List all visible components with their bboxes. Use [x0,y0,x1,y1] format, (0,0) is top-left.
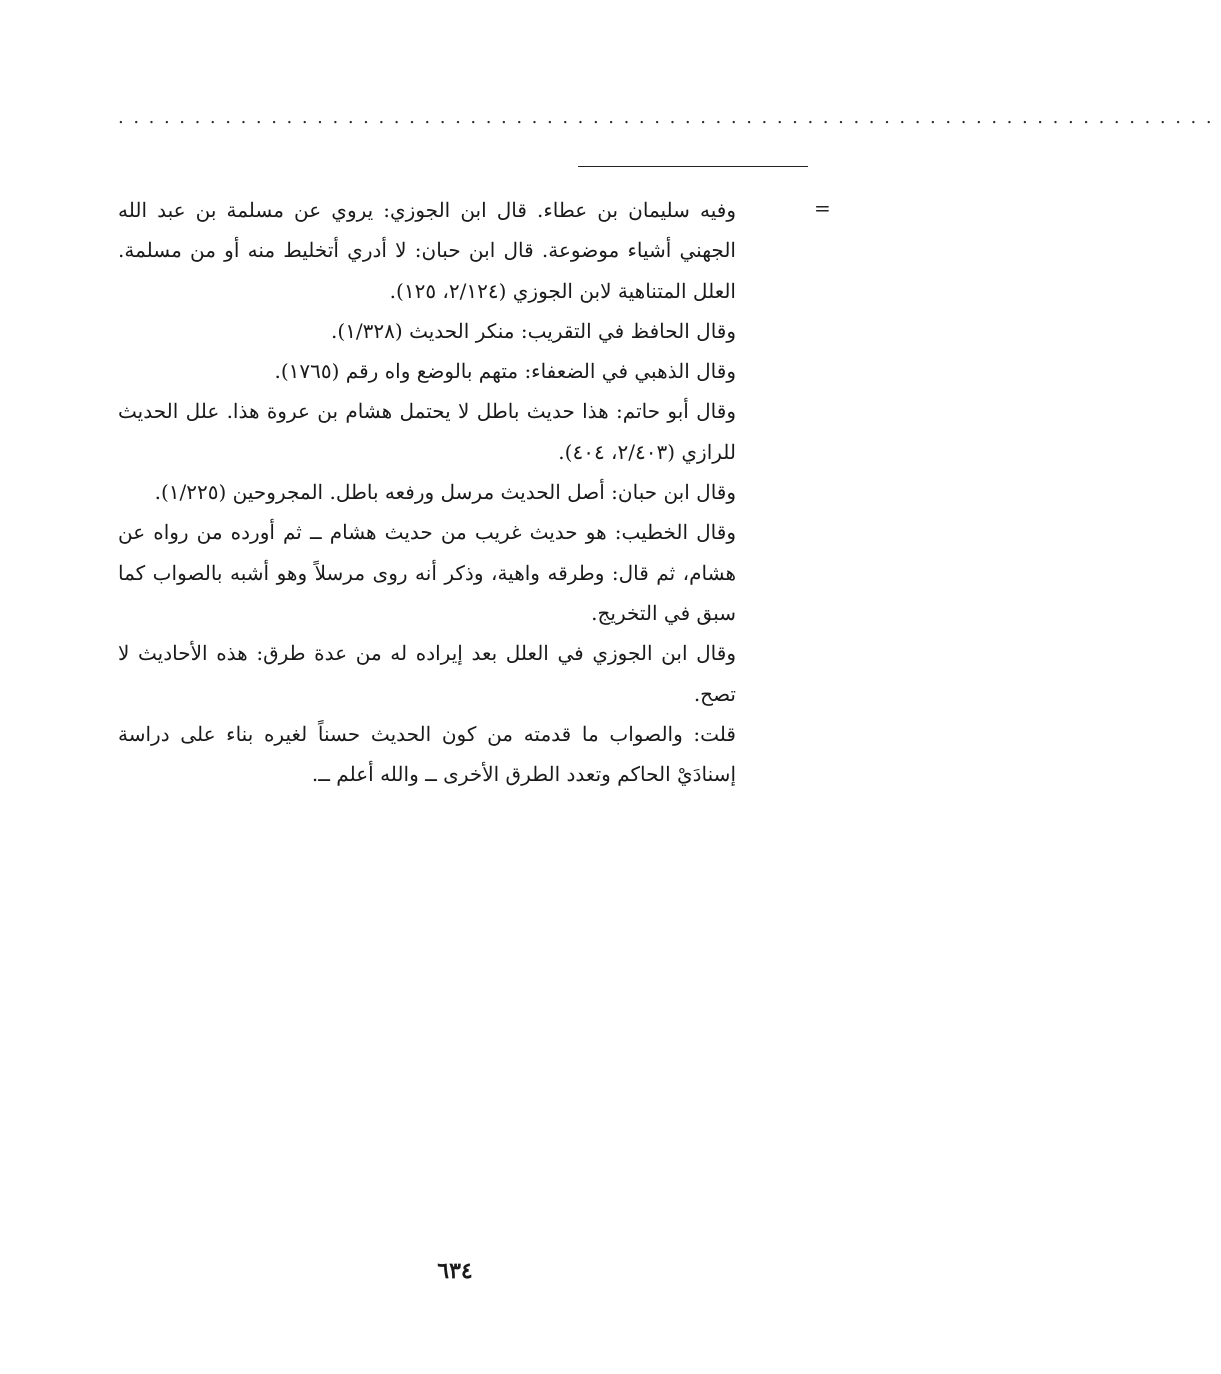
footnote-paragraph: قلت: والصواب ما قدمته من كون الحديث حسناً لغيره بناء على دراسة إسنادَيْ الحاكم وتعدد الطرق الأخرى ــ والله أعلم ــ. [118,721,736,787]
footnote-separator-line [578,166,808,167]
page-number: ٦٣٤ [437,1258,473,1284]
footnote-paragraph: وقال ابن حبان: أصل الحديث مرسل ورفعه باطل. المجروحين (١/٢٢٥). [154,480,736,505]
footnote-paragraph: وقال أبو حاتم: هذا حديث باطل لا يحتمل هشام بن عروة هذا. علل الحديث للرازي (٢/٤٠٣، ٤٠٤). [118,399,736,464]
footnote-paragraph: وقال الخطيب: هو حديث غريب من حديث هشام ــ ثم أورده من رواه عن هشام، ثم قال: وطرقه واهية، وذكر أنه روى مرسلاً وهو أشبه بالصواب كما سبق في التخريج. [118,520,736,625]
footnotes-block [118,190,736,794]
continuation-mark: = [814,196,831,220]
footnote-paragraph: وقال الذهبي في الضعفاء: متهم بالوضع واه رقم (١٧٦٥). [274,359,736,384]
footnote-paragraph: وقال ابن الجوزي في العلل بعد إيراده له من عدة طرق: هذه الأحاديث لا تصح. [118,641,736,706]
footnote-paragraph: وقال الحافظ في التقريب: منكر الحديث (١/٣٢٨). [331,318,736,343]
dotted-separator: ........................................................................ [118,107,1221,128]
footnote-paragraph: وفيه سليمان بن عطاء. قال ابن الجوزي: يروي عن مسلمة بن عبد الله الجهني أشياء موضوعة. قال ابن حبان: لا أدري أتخليط منه أو من مسلمة. العلل المتناهية لابن الجوزي (٢/١٢٤، ١٢٥). [118,198,736,303]
